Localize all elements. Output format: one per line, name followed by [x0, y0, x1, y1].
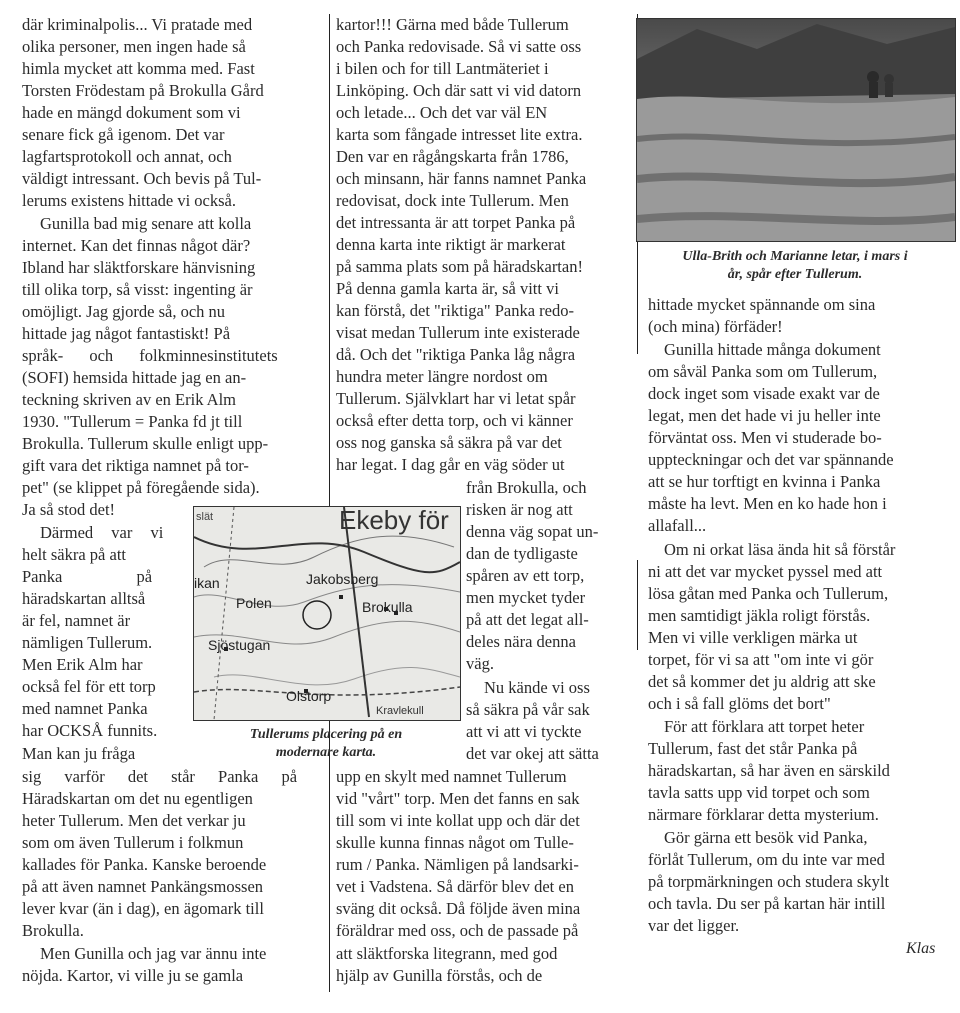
col1-line-39: på att även namnet Pankängsmossen	[22, 877, 264, 896]
col3-line-15: Men vi ville verkligen märka ut	[648, 628, 858, 647]
photo-caption-line-2: år, spår efter Tullerum.	[727, 267, 863, 282]
col2-line-4: och letade... Och det var väl EN	[336, 103, 548, 122]
col1-line-14: hittade jag något fantastiskt! På	[22, 324, 231, 343]
col1-line-4: hade en mängd dokument som vi	[22, 103, 241, 122]
col2-line-35: vid "vårt" torp. Men det fanns en sak	[336, 789, 580, 808]
col3-line-12: ni att det var mycket pyssel med att	[648, 562, 883, 581]
col2-line-16: hundra meter längre nordost om	[336, 367, 548, 386]
col3-line-20: Tullerum, fast det står Panka på	[648, 739, 858, 758]
col2-line-22: risken är nog att	[466, 500, 573, 519]
col2-line-18: också efter detta torp, och vi känner	[336, 411, 573, 430]
col3-line-17: det så kommer det ju aldrig att ske	[648, 672, 876, 691]
col2-line-39: vet i Vadstena. Så därför blev det en	[336, 877, 574, 896]
col1-line-12: till olika torp, så visst: ingenting är	[22, 280, 253, 299]
col2-line-2: i bilen och for till Lantmäteriet i	[336, 59, 549, 78]
col2-line-8: redovisat, dock inte Tullerum. Men	[336, 191, 569, 210]
col1-line-10: internet. Kan det finnas något där?	[22, 236, 251, 255]
map-caption-line-2: modernare karta.	[275, 745, 377, 760]
map-label-polen: Polen	[236, 595, 272, 611]
col1-line-3: Torsten Frödestam på Brokulla Gård	[22, 81, 264, 100]
col2-line-43: hjälp av Gunilla förstås, och de	[336, 966, 543, 985]
col3-line-18: och i så fall glöms det bort"	[648, 694, 831, 713]
col3-line-19: För att förklara att torpet heter	[664, 717, 865, 736]
col1-line-17: teckning skriven av en Erik Alm	[22, 390, 236, 409]
column-rule-left	[329, 14, 330, 992]
column-rule-right-lower	[637, 560, 638, 650]
col1-line-13: omöjligt. Jag gjorde så, och nu	[22, 302, 226, 321]
col2-line-36: till som vi inte kollat upp och där det	[336, 811, 580, 830]
col1-line-25: Panka på	[22, 567, 153, 586]
col2-line-17: Tullerum. Självklart har vi letat spår	[336, 389, 576, 408]
col1-line-0: där kriminalpolis... Vi pratade med	[22, 15, 253, 34]
col2-line-29: väg.	[466, 654, 494, 673]
col2-line-20: har legat. I dag går en väg söder ut	[336, 455, 565, 474]
col3-line-11: Om ni orkat läsa ända hit så förstår	[664, 540, 896, 559]
col2-line-3: Linköping. Och där satt vi vid datorn	[336, 81, 582, 100]
col1-line-19: Brokulla. Tullerum skulle enligt upp-	[22, 434, 269, 453]
col2-line-25: spåren av ett torp,	[466, 566, 585, 585]
col1-line-24: helt säkra på att	[22, 545, 126, 564]
col2-line-13: kan förstå, det "riktiga" Panka redo-	[336, 301, 574, 320]
col2-line-27: på att det legat all-	[466, 610, 589, 629]
col1-line-1: olika personer, men ingen hade så	[22, 37, 246, 56]
col1-line-21: pet" (se klippet på föregående sida).	[22, 478, 260, 497]
col2-line-28: deles nära denna	[466, 632, 576, 651]
col2-line-32: att vi att vi tyckte	[466, 722, 582, 741]
col3-line-7: uppteckningar och det var spännande	[648, 450, 894, 469]
col3-line-1: (och mina) förfäder!	[648, 317, 783, 336]
photo-caption-line-1: Ulla-Brith och Marianne letar, i mars i	[682, 249, 908, 264]
map-label-brokulla: Brokulla	[362, 599, 413, 615]
col2-line-31: så säkra på vår sak	[466, 700, 590, 719]
map-label-ikan: ikan	[194, 575, 220, 591]
col3-line-3: om såväl Panka som om Tullerum,	[648, 362, 878, 381]
col1-line-43: nöjda. Kartor, vi ville ju se gamla	[22, 966, 244, 985]
col1-line-33: Man kan ju fråga	[22, 744, 136, 763]
col1-line-41: Brokulla.	[22, 921, 84, 940]
col2-line-26: men mycket tyder	[466, 588, 586, 607]
col3-line-4: dock inget som visade exakt var de	[648, 384, 880, 403]
col1-line-29: Men Erik Alm har	[22, 655, 143, 674]
col2-line-6: Den var en rågångskarta från 1786,	[336, 147, 569, 166]
col1-line-32: har OCKSÅ funnits.	[22, 721, 158, 740]
col3-line-10: allafall...	[648, 516, 707, 535]
col1-line-8: lerums existens hittade vi också.	[22, 191, 236, 210]
col3-line-5: legat, men det hade vi ju heller inte	[648, 406, 881, 425]
col3-line-25: förlåt Tullerum, om du inte var med	[648, 850, 885, 869]
map-label-ekeby: Ekeby för	[339, 506, 449, 535]
col1-line-2: himla mycket att komma med. Fast	[22, 59, 255, 78]
col1-line-34: sig varför det står Panka på	[22, 767, 298, 786]
col2-line-1: och Panka redovisade. Så vi satte oss	[336, 37, 582, 56]
col1-line-6: lagfartsprotokoll och annat, och	[22, 147, 232, 166]
col2-line-11: på samma plats som på häradskartan!	[336, 257, 583, 276]
col3-line-6: förväntat oss. Men vi studerade bo-	[648, 428, 882, 447]
col2-line-7: och minsann, här fanns namnet Panka	[336, 169, 587, 188]
col2-line-10: denna karta inte riktigt är markerat	[336, 235, 566, 254]
col3-line-16: torpet, för vi sa att "om inte vi gör	[648, 650, 874, 669]
col3-line-8: att se hur torftigt en kvinna i Panka	[648, 472, 881, 491]
col3-line-23: närmare förklarar detta mysterium.	[648, 805, 879, 824]
col2-line-12: På denna gamla karta är, så vitt vi	[336, 279, 559, 298]
map-label-jakobsberg: Jakobsberg	[306, 571, 379, 587]
col3-line-14: men samtidigt jäkla roligt förstås.	[648, 606, 871, 625]
col1-line-16: (SOFI) hemsida hittade jag en an-	[22, 368, 247, 387]
col2-line-21: från Brokulla, och	[466, 478, 587, 497]
col3-line-2: Gunilla hittade många dokument	[664, 340, 881, 359]
col1-line-31: med namnet Panka	[22, 699, 148, 718]
col1-line-35: Häradskartan om det nu egentligen	[22, 789, 253, 808]
col1-line-7: väldigt intressant. Och bevis på Tul-	[22, 169, 262, 188]
col1-line-36: heter Tullerum. Men det verkar ju	[22, 811, 246, 830]
col2-line-14: visat medan Tullerum inte existerade	[336, 323, 580, 342]
col1-line-26: häradskartan alltså	[22, 589, 146, 608]
map-label-sjostugan: Sjöstugan	[208, 637, 271, 653]
col1-line-9: Gunilla bad mig senare att kolla	[40, 214, 252, 233]
col1-line-15: språk- och folkminnesinstitutets	[22, 346, 278, 365]
col2-line-9: det intressanta är att torpet Panka på	[336, 213, 576, 232]
col3-line-21: häradskartan, så har även en särskild	[648, 761, 890, 780]
col2-line-41: föräldrar med oss, och de passade på	[336, 921, 579, 940]
col2-line-42: att släktforska litegrann, med god	[336, 944, 558, 963]
col1-line-28: nämligen Tullerum.	[22, 633, 153, 652]
col3-line-0: hittade mycket spännande om sina	[648, 295, 876, 314]
col1-line-30: också fel för ett torp	[22, 677, 156, 696]
col3-line-27: och tavla. Du ser på kartan här intill	[648, 894, 886, 913]
col3-line-13: lösa gåtan med Panka och Tullerum,	[648, 584, 889, 603]
col2-line-5: karta som fångade intresset lite extra.	[336, 125, 583, 144]
col1-line-42: Men Gunilla och jag var ännu inte	[40, 944, 267, 963]
search-photo	[636, 18, 956, 242]
col2-line-24: dan de tydligaste	[466, 544, 578, 563]
col1-line-23: Därmed var vi	[40, 523, 164, 542]
map-label-slat: slät	[196, 511, 214, 523]
field-photo-graphic	[637, 19, 955, 241]
col2-line-0: kartor!!! Gärna med både Tullerum	[336, 15, 569, 34]
col2-line-40: sväng dit också. Då följde även mina	[336, 899, 581, 918]
col1-line-27: är fel, namnet är	[22, 611, 131, 630]
col2-line-23: denna väg sopat un-	[466, 522, 599, 541]
col2-line-19: oss nog ganska så säkra på var det	[336, 433, 562, 452]
col1-line-11: Ibland har släktforskare hänvisning	[22, 258, 256, 277]
col2-line-37: skulle kunna finnas något om Tulle-	[336, 833, 574, 852]
col1-line-18: 1930. "Tullerum = Panka fd jt till	[22, 412, 243, 431]
map-label-kravlekull: Kravlekull	[376, 705, 424, 717]
col1-line-20: gift vara det riktiga namnet på tor-	[22, 456, 249, 475]
col2-line-33: det var okej att sätta	[466, 744, 599, 763]
tullerum-map	[193, 506, 461, 721]
col1-line-5: senare fick gå igenom. Det var	[22, 125, 225, 144]
col3-line-26: på torpmärkningen och studera skylt	[648, 872, 890, 891]
map-caption-line-1: Tullerums placering på en	[249, 727, 403, 742]
col1-line-37: som om även Tullerum i folkmun	[22, 833, 244, 852]
col3-line-9: måste ha levt. Men en ko hade hon i	[648, 494, 887, 513]
author-signature: Klas	[906, 940, 936, 957]
map-label-olstorp: Olstorp	[286, 688, 332, 704]
col1-line-40: lever kvar (än i dag), en ägomark till	[22, 899, 264, 918]
col2-line-34: upp en skylt med namnet Tullerum	[336, 767, 567, 786]
col1-line-38: kallades för Panka. Kanske beroende	[22, 855, 267, 874]
col3-line-24: Gör gärna ett besök vid Panka,	[664, 828, 868, 847]
col3-line-22: tavla satts upp vid torpet och som	[648, 783, 870, 802]
col2-line-15: då. Och det "riktiga Panka låg några	[336, 345, 576, 364]
col2-line-30: Nu kände vi oss	[484, 678, 590, 697]
col2-line-38: rum / Panka. Nämligen på landsarki-	[336, 855, 579, 874]
col3-line-28: var det ligger.	[648, 916, 740, 935]
col1-line-22: Ja så stod det!	[22, 500, 116, 519]
